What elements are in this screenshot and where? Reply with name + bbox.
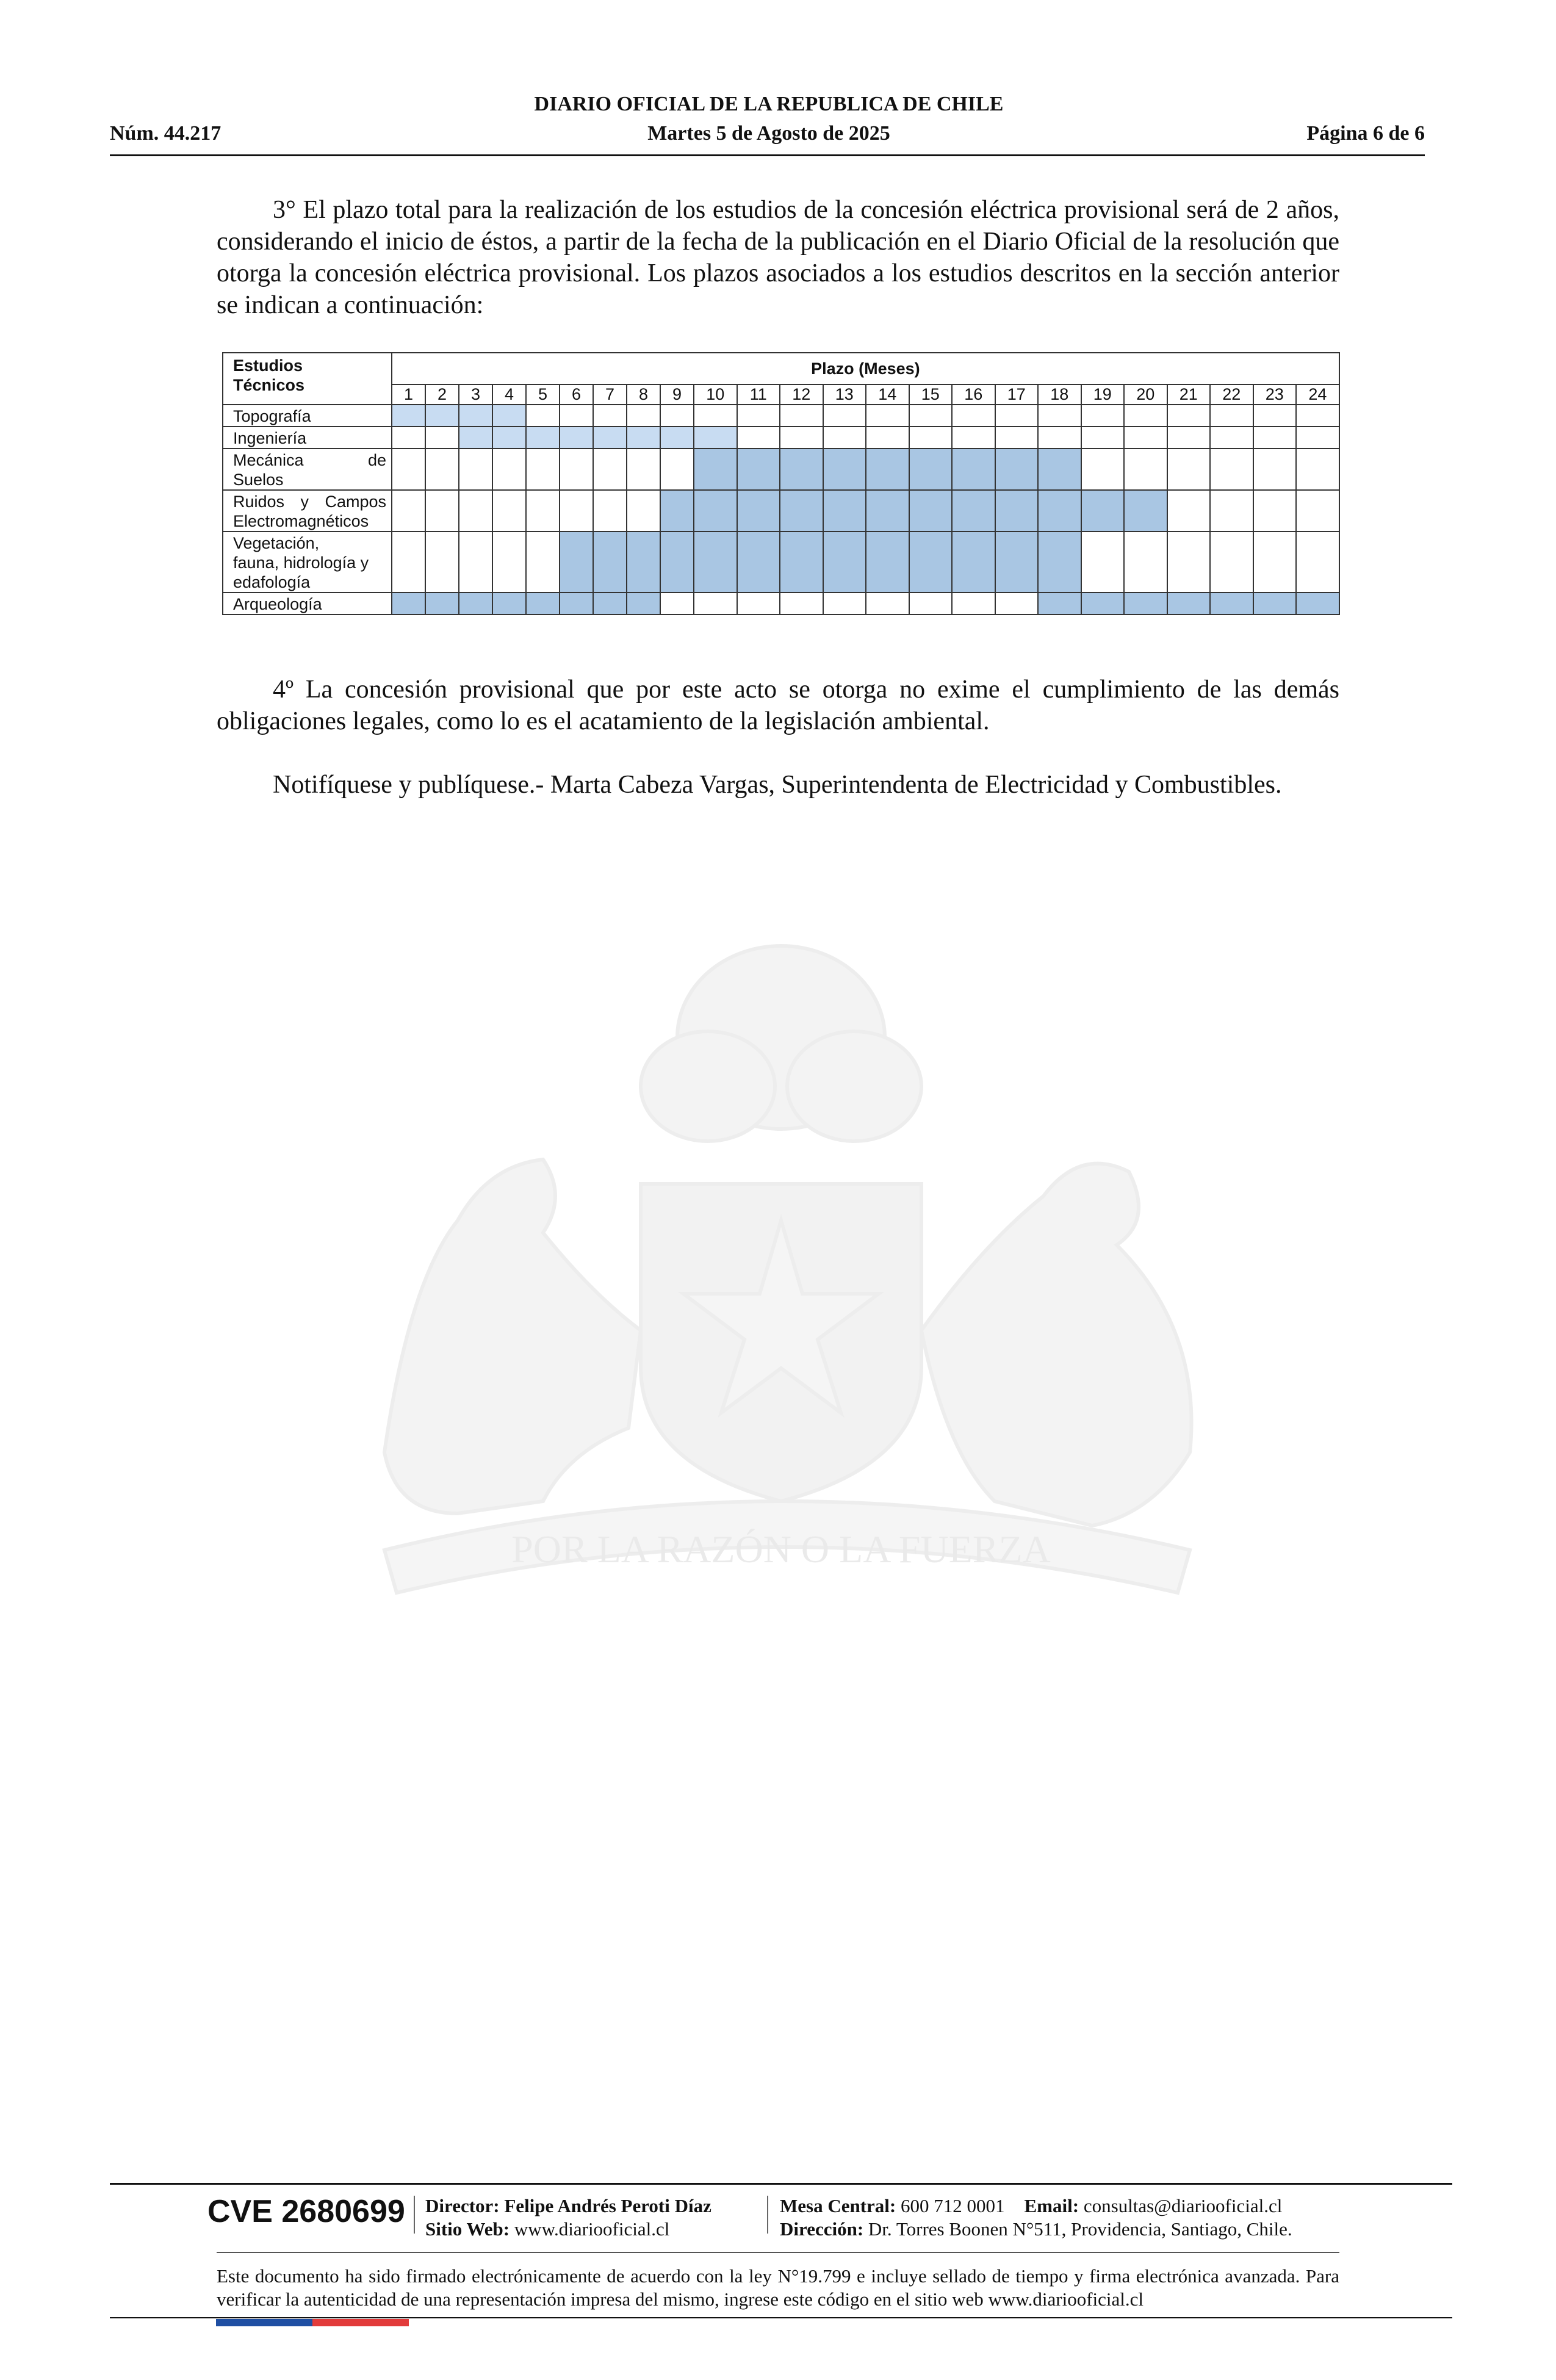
schedule-cell-active [660, 532, 694, 593]
schedule-cell [952, 405, 995, 427]
study-label [223, 449, 392, 490]
schedule-cell [1124, 427, 1167, 449]
schedule-cell [1253, 532, 1297, 593]
schedule-cell-active [737, 449, 780, 490]
month-header: 11 [737, 384, 780, 405]
schedule-cell [425, 449, 459, 490]
schedule-cell-active [1296, 593, 1339, 615]
schedule-cell [660, 593, 694, 615]
schedule-cell [737, 593, 780, 615]
schedule-cell-active [952, 490, 995, 532]
label-word: Ruidos [233, 492, 285, 511]
month-header: 2 [425, 384, 459, 405]
cve-code: CVE 2680699 [207, 2194, 405, 2229]
footer-contact-block [780, 2194, 1292, 2241]
schedule-cell-active [459, 405, 492, 427]
month-header: 24 [1296, 384, 1339, 405]
schedule-cell [1253, 490, 1297, 532]
study-label [223, 490, 392, 532]
schedule-cell [1167, 427, 1211, 449]
schedule-cell [492, 532, 526, 593]
footer-separator [414, 2196, 415, 2234]
mesa-label: Mesa Central: [780, 2195, 896, 2216]
label-word: Mecánica [233, 451, 304, 469]
header-label-line: Estudios [233, 356, 303, 375]
footer-divider-bottom [110, 2317, 1452, 2318]
schedule-cell-active [425, 593, 459, 615]
schedule-cell-active [694, 532, 737, 593]
schedule-cell [627, 405, 660, 427]
schedule-cell [1210, 405, 1253, 427]
study-label-line: Electromagnéticos [233, 512, 369, 530]
schedule-cell-active [1038, 532, 1081, 593]
coat-of-arms-watermark [201, 903, 1361, 1672]
schedule-cell [593, 490, 627, 532]
schedule-cell-active [1253, 593, 1297, 615]
month-header: 17 [995, 384, 1039, 405]
schedule-row [223, 532, 1339, 593]
schedule-cell [823, 593, 866, 615]
schedule-cell-active [1081, 490, 1125, 532]
month-header: 8 [627, 384, 660, 405]
schedule-cell-active [459, 427, 492, 449]
schedule-cell-active [737, 532, 780, 593]
month-header: 5 [526, 384, 560, 405]
schedule-cell [995, 427, 1039, 449]
schedule-cell-active [526, 593, 560, 615]
header-label-line: Técnicos [233, 376, 305, 394]
schedule-cell [1296, 532, 1339, 593]
schedule-cell [1124, 405, 1167, 427]
schedule-cell-active [866, 532, 909, 593]
schedule-cell [526, 449, 560, 490]
schedule-cell [780, 593, 823, 615]
schedule-cell [526, 490, 560, 532]
month-header: 19 [1081, 384, 1125, 405]
month-header: 18 [1038, 384, 1081, 405]
schedule-table [222, 352, 1340, 615]
study-label-line: Arqueología [233, 595, 322, 613]
study-label [223, 427, 392, 449]
schedule-cell [866, 593, 909, 615]
month-header: 16 [952, 384, 995, 405]
header-divider [110, 154, 1425, 156]
schedule-cell [1167, 490, 1211, 532]
study-label-line: fauna, hidrología y [233, 554, 369, 572]
study-label [223, 405, 392, 427]
schedule-cell-active [694, 490, 737, 532]
schedule-cell-active [593, 427, 627, 449]
column-header-plazo: Plazo (Meses) [392, 353, 1339, 384]
schedule-cell-active [995, 490, 1039, 532]
schedule-cell [1124, 449, 1167, 490]
schedule-cell [425, 490, 459, 532]
schedule-cell-active [1038, 490, 1081, 532]
schedule-cell-active [952, 449, 995, 490]
paragraph-plazo-total [217, 194, 1339, 321]
schedule-cell [780, 405, 823, 427]
schedule-cell-active [526, 427, 560, 449]
schedule-row [223, 449, 1339, 490]
schedule-cell [425, 427, 459, 449]
schedule-cell [1253, 427, 1297, 449]
schedule-cell-active [459, 593, 492, 615]
schedule-cell [1210, 449, 1253, 490]
schedule-cell-active [593, 593, 627, 615]
schedule-cell-active [492, 593, 526, 615]
schedule-cell-active [1167, 593, 1211, 615]
month-header: 14 [866, 384, 909, 405]
address-text: Dr. Torres Boonen N°511, Providencia, Santiago, Chile. [868, 2218, 1292, 2240]
schedule-cell [823, 427, 866, 449]
schedule-cell-active [952, 532, 995, 593]
footer-director-block [425, 2194, 711, 2241]
column-header-estudios [223, 353, 392, 405]
schedule-cell [909, 593, 953, 615]
schedule-cell-active [866, 449, 909, 490]
schedule-cell [1296, 449, 1339, 490]
schedule-cell [1296, 427, 1339, 449]
study-label-line: Topografía [233, 407, 311, 425]
schedule-cell-active [1038, 593, 1081, 615]
study-label-line: edafología [233, 573, 311, 591]
month-header: 23 [1253, 384, 1297, 405]
schedule-cell [459, 449, 492, 490]
schedule-cell-active [492, 427, 526, 449]
schedule-cell [823, 405, 866, 427]
month-header: 12 [780, 384, 823, 405]
study-label-line: Ingeniería [233, 429, 307, 447]
flag-stripe-red [312, 2319, 409, 2326]
schedule-cell-active [1210, 593, 1253, 615]
schedule-row [223, 405, 1339, 427]
study-label-line [233, 492, 386, 511]
schedule-cell [560, 490, 593, 532]
schedule-cell [866, 405, 909, 427]
schedule-cell-active [823, 532, 866, 593]
month-header: 6 [560, 384, 593, 405]
schedule-cell [780, 427, 823, 449]
footer-divider-middle [217, 2252, 1339, 2253]
flag-stripe-blue [216, 2319, 312, 2326]
schedule-cell [694, 405, 737, 427]
schedule-cell-active [425, 405, 459, 427]
schedule-cell [1081, 532, 1125, 593]
schedule-cell-active [694, 427, 737, 449]
month-header: 7 [593, 384, 627, 405]
website-link[interactable]: www.diariooficial.cl [514, 2218, 670, 2240]
month-header: 4 [492, 384, 526, 405]
schedule-cell [627, 449, 660, 490]
study-label-line [233, 450, 386, 470]
schedule-cell [1081, 449, 1125, 490]
schedule-cell [526, 532, 560, 593]
schedule-cell-active [1124, 593, 1167, 615]
schedule-cell [1167, 405, 1211, 427]
schedule-cell [392, 490, 425, 532]
schedule-cell-active [627, 593, 660, 615]
schedule-cell-active [823, 490, 866, 532]
schedule-cell [392, 449, 425, 490]
schedule-cell [1210, 532, 1253, 593]
schedule-cell [909, 405, 953, 427]
month-header: 20 [1124, 384, 1167, 405]
schedule-cell-active [995, 449, 1039, 490]
month-header: 15 [909, 384, 953, 405]
mesa-phone: 600 712 0001 [901, 2195, 1005, 2216]
schedule-cell [627, 490, 660, 532]
schedule-cell [1038, 427, 1081, 449]
month-header: 1 [392, 384, 425, 405]
schedule-cell [593, 405, 627, 427]
paragraph-firma [217, 769, 1339, 801]
schedule-cell [1253, 449, 1297, 490]
schedule-cell [660, 449, 694, 490]
schedule-cell-active [660, 490, 694, 532]
month-header: 21 [1167, 384, 1211, 405]
schedule-cell [660, 405, 694, 427]
schedule-cell [1296, 490, 1339, 532]
study-label-line: Vegetación, [233, 534, 320, 552]
website-label: Sitio Web: [425, 2218, 510, 2240]
paragraph-text: Notifíquese y publíquese.- Marta Cabeza Vargas, Superintendenta de Electricidad y Combustibles. [273, 771, 1282, 799]
schedule-cell-active [866, 490, 909, 532]
schedule-cell-active [909, 532, 953, 593]
schedule-cell-active [660, 427, 694, 449]
schedule-row [223, 427, 1339, 449]
schedule-cell-active [909, 490, 953, 532]
study-label [223, 593, 392, 615]
schedule-cell [593, 449, 627, 490]
schedule-cell [866, 427, 909, 449]
label-word: de [367, 451, 386, 469]
schedule-cell-active [560, 427, 593, 449]
schedule-cell-active [1124, 490, 1167, 532]
month-header: 22 [1210, 384, 1253, 405]
schedule-cell [392, 532, 425, 593]
schedule-cell [1253, 405, 1297, 427]
schedule-cell [425, 532, 459, 593]
month-header: 3 [459, 384, 492, 405]
schedule-cell-active [780, 532, 823, 593]
schedule-cell-active [1081, 593, 1125, 615]
director-label: Director: [425, 2195, 500, 2216]
schedule-cell [459, 532, 492, 593]
study-label-line: Suelos [233, 471, 284, 489]
email-label: Email: [1024, 2195, 1079, 2216]
month-header: 9 [660, 384, 694, 405]
schedule-cell-active [823, 449, 866, 490]
schedule-cell [492, 449, 526, 490]
schedule-cell [952, 427, 995, 449]
schedule-row [223, 490, 1339, 532]
schedule-cell [526, 405, 560, 427]
schedule-cell [560, 405, 593, 427]
schedule-cell-active [392, 593, 425, 615]
schedule-cell [909, 427, 953, 449]
schedule-cell-active [392, 405, 425, 427]
footer-separator [767, 2196, 768, 2234]
paragraph-text: 3° El plazo total para la realización de los estudios de la concesión eléctrica provisional será de 2 años, considerando el inicio de éstos, a partir de la fecha de la publicación en el Diario Oficial de la resolución que otorga la concesión eléctrica provisional. Los plazos asociados a los estudios descritos en la sección anterior se indican a continuación: [217, 196, 1339, 319]
schedule-cell-active [737, 490, 780, 532]
schedule-cell [995, 593, 1039, 615]
label-word: y [300, 492, 309, 511]
newspaper-title: DIARIO OFICIAL DE LA REPUBLICA DE CHILE [534, 93, 1004, 115]
paragraph-obligaciones [217, 674, 1339, 737]
schedule-cell-active [627, 532, 660, 593]
schedule-cell-active [593, 532, 627, 593]
watermark-motto: POR LA RAZÓN O LA FUERZA [511, 1527, 1051, 1571]
email-link[interactable]: consultas@diariooficial.cl [1083, 2195, 1283, 2216]
schedule-cell-active [560, 593, 593, 615]
schedule-cell [737, 427, 780, 449]
schedule-cell [1167, 532, 1211, 593]
footer-divider-top [110, 2183, 1452, 2185]
schedule-cell [694, 593, 737, 615]
month-header: 13 [823, 384, 866, 405]
address-label: Dirección: [780, 2218, 864, 2240]
schedule-cell-active [1038, 449, 1081, 490]
schedule-cell [1124, 532, 1167, 593]
issue-number: Núm. 44.217 [110, 122, 222, 145]
schedule-cell [392, 427, 425, 449]
schedule-cell [1081, 405, 1125, 427]
signature-notice: Este documento ha sido firmado electrónicamente de acuerdo con la ley N°19.799 e incluye sellado de tiempo y firma electrónica avanzada. Para verificar la autenticidad de una representación impresa del mismo, ingrese este código en el sitio web www.diariooficial.cl [217, 2265, 1339, 2310]
study-label [223, 532, 392, 593]
schedule-cell [737, 405, 780, 427]
schedule-cell-active [492, 405, 526, 427]
schedule-cell [1210, 490, 1253, 532]
schedule-cell-active [780, 449, 823, 490]
schedule-cell [1167, 449, 1211, 490]
schedule-row [223, 593, 1339, 615]
month-header: 10 [694, 384, 737, 405]
schedule-cell-active [627, 427, 660, 449]
schedule-cell-active [560, 532, 593, 593]
label-word: Campos [325, 492, 386, 511]
paragraph-text: 4º La concesión provisional que por este acto se otorga no exime el cumplimiento de las demás obligaciones legales, como lo es el acatamiento de la legislación ambiental. [217, 676, 1339, 735]
schedule-cell [1210, 427, 1253, 449]
schedule-cell-active [694, 449, 737, 490]
schedule-cell [952, 593, 995, 615]
issue-date: Martes 5 de Agosto de 2025 [647, 122, 890, 145]
director-name: Felipe Andrés Peroti Díaz [504, 2195, 711, 2216]
schedule-cell-active [780, 490, 823, 532]
schedule-cell [560, 449, 593, 490]
schedule-cell [1081, 427, 1125, 449]
schedule-cell-active [995, 532, 1039, 593]
schedule-cell [459, 490, 492, 532]
schedule-cell [1296, 405, 1339, 427]
schedule-cell [1038, 405, 1081, 427]
schedule-cell-active [909, 449, 953, 490]
page-indicator: Página 6 de 6 [1306, 122, 1425, 145]
schedule-cell [492, 490, 526, 532]
schedule-cell [995, 405, 1039, 427]
